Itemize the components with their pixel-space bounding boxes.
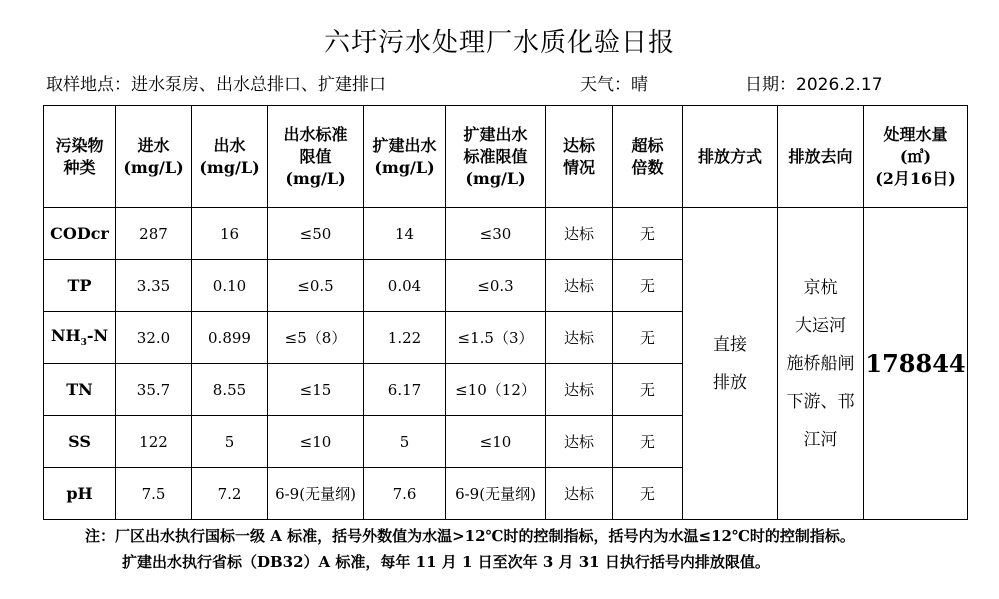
outflow-limit: ≤50 bbox=[268, 208, 364, 260]
outflow-limit: ≤15 bbox=[268, 364, 364, 416]
ext-limit: 6-9(无量纲) bbox=[446, 468, 546, 520]
header-inflow: 进水 (mg/L) bbox=[116, 106, 192, 208]
water-quality-table bbox=[43, 105, 968, 520]
inflow-value: 287 bbox=[116, 208, 192, 260]
exceed-times: 无 bbox=[613, 208, 683, 260]
pollutant-name: TN bbox=[44, 364, 116, 416]
report-date: 日期：2026.2.17 bbox=[745, 75, 883, 95]
weather: 天气：晴 bbox=[580, 75, 648, 95]
status: 达标 bbox=[546, 416, 613, 468]
ext-limit: ≤0.3 bbox=[446, 260, 546, 312]
treated-volume: 178844 bbox=[864, 208, 968, 520]
pollutant-name: pH bbox=[44, 468, 116, 520]
outflow-value: 8.55 bbox=[192, 364, 268, 416]
outflow-value: 16 bbox=[192, 208, 268, 260]
pollutant-name: SS bbox=[44, 416, 116, 468]
ext-limit: ≤30 bbox=[446, 208, 546, 260]
header-outflow: 出水 (mg/L) bbox=[192, 106, 268, 208]
ext-outflow-value: 5 bbox=[364, 416, 446, 468]
outflow-value: 5 bbox=[192, 416, 268, 468]
exceed-times: 无 bbox=[613, 416, 683, 468]
ext-limit: ≤1.5（3） bbox=[446, 312, 546, 364]
ext-limit: ≤10 bbox=[446, 416, 546, 468]
inflow-value: 7.5 bbox=[116, 468, 192, 520]
footnote-line-1: 注：厂区出水执行国标一级 A 标准，括号外数值为水温>12℃时的控制指标，括号内为水温≤12℃时的控制指标。 bbox=[85, 527, 855, 545]
exceed-times: 无 bbox=[613, 468, 683, 520]
header-exceed: 超标 倍数 bbox=[613, 106, 683, 208]
pollutant-name bbox=[44, 312, 116, 364]
status: 达标 bbox=[546, 364, 613, 416]
discharge-method: 直接 排放 bbox=[683, 208, 778, 520]
ext-limit: ≤10（12） bbox=[446, 364, 546, 416]
outflow-value: 7.2 bbox=[192, 468, 268, 520]
header-status: 达标 情况 bbox=[546, 106, 613, 208]
pollutant-name-tail: -N bbox=[86, 326, 109, 346]
inflow-value: 32.0 bbox=[116, 312, 192, 364]
status: 达标 bbox=[546, 468, 613, 520]
header-ext-limit: 扩建出水 标准限值 (mg/L) bbox=[446, 106, 546, 208]
table-header-row bbox=[44, 106, 968, 208]
discharge-destination: 京杭 大运河 施桥船闸 下游、邗 江河 bbox=[778, 208, 864, 520]
outflow-limit: ≤0.5 bbox=[268, 260, 364, 312]
ext-outflow-value: 14 bbox=[364, 208, 446, 260]
header-outflow-limit: 出水标准 限值 (mg/L) bbox=[268, 106, 364, 208]
exceed-times: 无 bbox=[613, 312, 683, 364]
exceed-times: 无 bbox=[613, 364, 683, 416]
pollutant-name-subscript: 3 bbox=[80, 338, 87, 349]
outflow-limit: ≤5（8） bbox=[268, 312, 364, 364]
exceed-times: 无 bbox=[613, 260, 683, 312]
outflow-value: 0.899 bbox=[192, 312, 268, 364]
status: 达标 bbox=[546, 260, 613, 312]
sampling-location: 取样地点：进水泵房、出水总排口、扩建排口 bbox=[46, 75, 386, 95]
header-treated-volume: 处理水量 (㎥) (2月16日) bbox=[864, 106, 968, 208]
ext-outflow-value: 6.17 bbox=[364, 364, 446, 416]
footnote-line-2: 扩建出水执行省标（DB32）A 标准，每年 11 月 1 日至次年 3 月 31 日执行括号内排放限值。 bbox=[122, 553, 770, 571]
outflow-limit: 6-9(无量纲) bbox=[268, 468, 364, 520]
status: 达标 bbox=[546, 208, 613, 260]
ext-outflow-value: 1.22 bbox=[364, 312, 446, 364]
outflow-value: 0.10 bbox=[192, 260, 268, 312]
header-ext-outflow: 扩建出水 (mg/L) bbox=[364, 106, 446, 208]
pollutant-name: CODcr bbox=[44, 208, 116, 260]
header-pollutant: 污染物 种类 bbox=[44, 106, 116, 208]
header-discharge-method: 排放方式 bbox=[683, 106, 778, 208]
ext-outflow-value: 7.6 bbox=[364, 468, 446, 520]
inflow-value: 122 bbox=[116, 416, 192, 468]
pollutant-name-main: NH bbox=[50, 326, 81, 346]
inflow-value: 35.7 bbox=[116, 364, 192, 416]
ext-outflow-value: 0.04 bbox=[364, 260, 446, 312]
header-discharge-destination: 排放去向 bbox=[778, 106, 864, 208]
report-title: 六圩污水处理厂水质化验日报 bbox=[323, 28, 675, 58]
table-row bbox=[44, 208, 968, 260]
pollutant-name: TP bbox=[44, 260, 116, 312]
inflow-value: 3.35 bbox=[116, 260, 192, 312]
status: 达标 bbox=[546, 312, 613, 364]
outflow-limit: ≤10 bbox=[268, 416, 364, 468]
